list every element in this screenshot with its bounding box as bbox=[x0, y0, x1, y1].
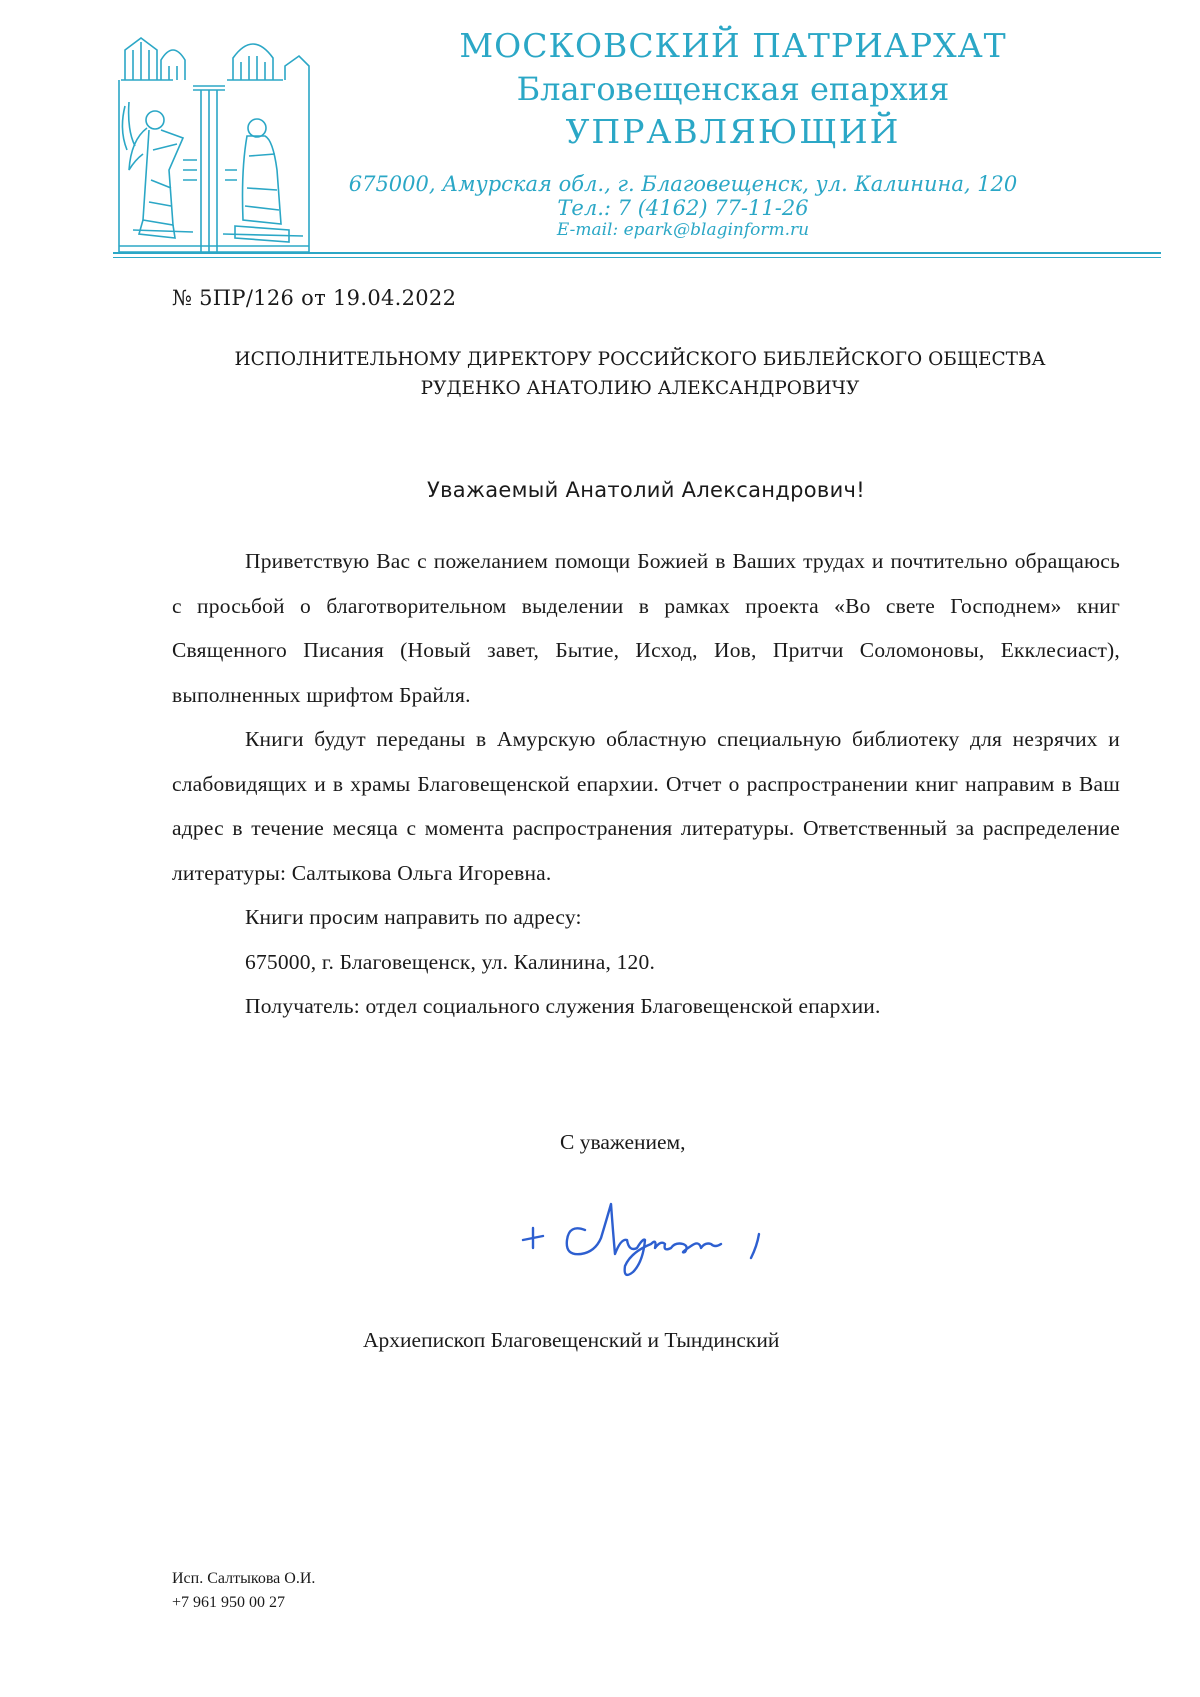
signatory-title: Архиепископ Благовещенский и Тындинский bbox=[363, 1328, 780, 1352]
body-paragraph-recipient: Получатель: отдел социального служения Благовещенской епархии. bbox=[245, 994, 881, 1018]
salutation: Уважаемый Анатолий Александрович! bbox=[427, 478, 865, 502]
body-paragraph-address-intro: Книги просим направить по адресу: bbox=[245, 905, 582, 929]
body-paragraph-address: 675000, г. Благовещенск, ул. Калинина, 120. bbox=[245, 949, 656, 974]
closing-phrase: С уважением, bbox=[560, 1130, 686, 1154]
annunciation-icon bbox=[113, 20, 313, 256]
letterhead-divider bbox=[113, 252, 1161, 254]
letterhead-email: E-mail: epark@blaginform.ru bbox=[556, 220, 810, 240]
diocese-title: Благовещенская епархия bbox=[516, 70, 950, 108]
executor-name: Исп. Салтыкова О.И. bbox=[172, 1570, 316, 1587]
body-paragraph-request: Приветствую Вас с пожеланием помощи Божией в Ваших трудах и почтительно обращаюсь с просьбой о благотворительном выделении в рамках проекта «Во свете Господнем» книг Священного Писания (Новый завет, Бытие, Исход, Иов, Притчи Соломоновы, Екклесиаст), выполненных шрифтом Брайля. bbox=[172, 549, 1120, 707]
handwritten-signature bbox=[515, 1182, 795, 1282]
letterhead-address: 675000, Амурская обл., г. Благовещенск, ул. Калинина, 120 bbox=[348, 172, 1018, 196]
addressee-name: РУДЕНКО АНАТОЛИЮ АЛЕКСАНДРОВИЧУ bbox=[420, 378, 860, 399]
letterhead-phone: Тел.: 7 (4162) 77-11-26 bbox=[557, 196, 809, 220]
executor-phone: +7 961 950 00 27 bbox=[172, 1594, 286, 1611]
patriarchate-title: МОСКОВСКИЙ ПАТРИАРХАТ bbox=[459, 26, 1007, 65]
document-reference: № 5ПР/126 от 19.04.2022 bbox=[172, 286, 457, 310]
addressee-position: ИСПОЛНИТЕЛЬНОМУ ДИРЕКТОРУ РОССИЙСКОГО БИБЛЕЙСКОГО ОБЩЕСТВА bbox=[234, 349, 1046, 370]
body-paragraph-distribution: Книги будут переданы в Амурскую областную специальную библиотеку для незрячих и слабовидящих и в храмы Благовещенской епархии. Отчет о распространении книг направим в Ваш адрес в течение месяца с момента распространения литературы. Ответственный за распределение литературы: Салтыкова Ольга Игоревна. bbox=[172, 727, 1120, 885]
letterhead-divider-thin bbox=[113, 257, 1161, 258]
administrator-title: УПРАВЛЯЮЩИЙ bbox=[565, 112, 901, 151]
letterhead bbox=[113, 20, 1161, 260]
letter-body bbox=[172, 539, 1120, 1029]
